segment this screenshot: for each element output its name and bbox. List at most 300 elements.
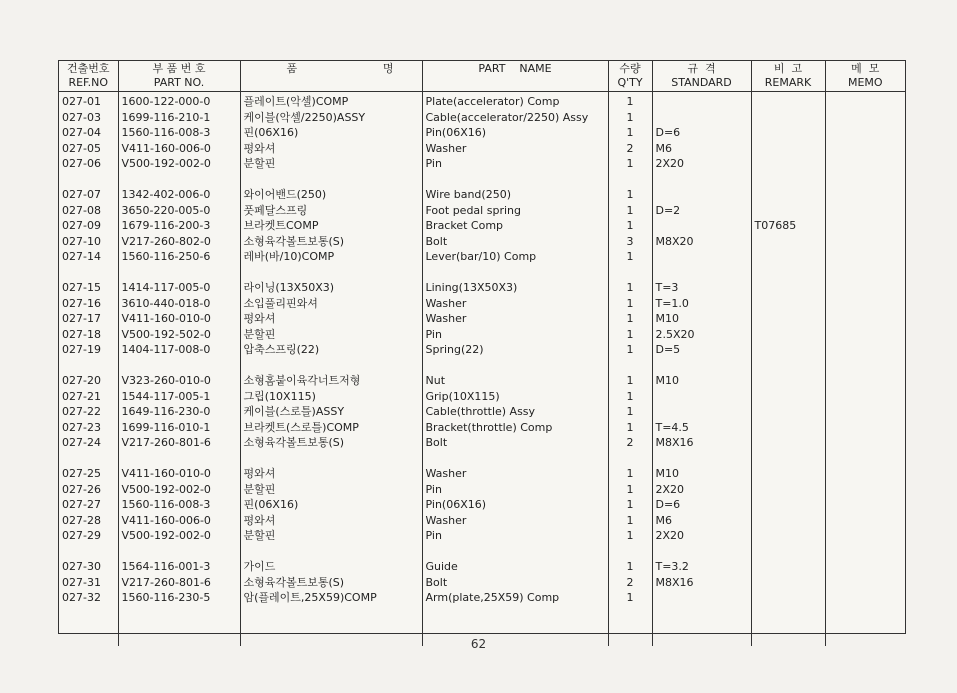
ref-cell: 027-04	[62, 126, 101, 139]
col-partno-ko: 부 품 번 호	[118, 61, 240, 76]
standard-cell: 2.5X20	[652, 327, 751, 343]
qty-cell: 1	[608, 218, 652, 234]
name-en-cell: Spring(22)	[422, 342, 608, 358]
qty-cell	[608, 544, 652, 560]
qty-cell: 3	[608, 234, 652, 250]
table-row	[59, 389, 905, 405]
qty-cell: 1	[608, 466, 652, 482]
memo-cell	[825, 513, 905, 529]
memo-cell	[825, 451, 905, 467]
part-no-cell: V411-160-010-0	[118, 466, 240, 482]
part-no-cell: V217-260-801-6	[118, 575, 240, 591]
name-en-cell: Pin	[422, 327, 608, 343]
table-row	[59, 559, 905, 575]
ref-cell: 027-08	[62, 203, 101, 217]
table-row	[59, 497, 905, 513]
qty-cell	[608, 172, 652, 188]
ref-cell: 027-30	[62, 560, 101, 573]
memo-cell	[825, 342, 905, 358]
table-row	[59, 280, 905, 296]
remark-cell	[751, 358, 825, 374]
ref-cell	[59, 451, 118, 467]
parts-table	[59, 61, 905, 646]
col-name-ko	[240, 61, 422, 76]
spacer-row	[59, 451, 905, 467]
remark-cell	[751, 575, 825, 591]
part-no-cell: 1560-116-008-3	[118, 497, 240, 513]
standard-cell	[652, 110, 751, 126]
qty-cell: 1	[608, 280, 652, 296]
standard-cell	[652, 265, 751, 281]
memo-cell	[825, 311, 905, 327]
spacer-row	[59, 265, 905, 281]
qty-cell: 1	[608, 528, 652, 544]
memo-cell	[825, 466, 905, 482]
ref-cell: 027-03	[62, 110, 101, 124]
part-no-cell: 1404-117-008-0	[118, 342, 240, 358]
table-header	[59, 61, 905, 92]
name-en-cell	[422, 172, 608, 188]
col-qty-en: Q'TY	[608, 76, 652, 92]
qty-cell: 1	[608, 404, 652, 420]
memo-cell	[825, 575, 905, 591]
qty-cell: 1	[608, 420, 652, 436]
remark-cell	[751, 435, 825, 451]
name-en-cell: Grip(10X115)	[422, 389, 608, 405]
ref-cell: 027-24	[62, 436, 101, 449]
name-ko-cell	[240, 544, 422, 560]
standard-cell: 2X20	[652, 528, 751, 544]
part-no-cell	[118, 544, 240, 560]
qty-cell: 1	[608, 513, 652, 529]
remark-cell	[751, 296, 825, 312]
standard-cell: D=6	[652, 125, 751, 141]
qty-cell: 1	[608, 296, 652, 312]
ref-cell: 027-14	[62, 250, 101, 263]
name-en-cell: Plate(accelerator) Comp	[422, 92, 608, 110]
qty-cell: 2	[608, 141, 652, 157]
name-en-cell: Washer	[422, 466, 608, 482]
ref-cell: 027-22	[62, 405, 101, 418]
name-ko-cell: 소입풀리핀와셔	[240, 296, 422, 312]
name-ko-cell: 소형육각볼트보통(S)	[240, 575, 422, 591]
name-ko-cell: 브라켓트COMP	[240, 218, 422, 234]
name-en-cell: Arm(plate,25X59) Comp	[422, 590, 608, 606]
remark-cell	[751, 466, 825, 482]
name-en-cell: Pin	[422, 156, 608, 172]
name-en-cell: Bolt	[422, 435, 608, 451]
name-en-cell: Pin	[422, 528, 608, 544]
col-remark-ko: 비 고	[751, 61, 825, 76]
ref-cell: 027-18	[62, 327, 101, 341]
qty-cell: 1	[608, 187, 652, 203]
page-number: 62	[470, 637, 487, 651]
remark-cell	[751, 141, 825, 157]
remark-cell	[751, 544, 825, 560]
part-no-cell: 1699-116-210-1	[118, 110, 240, 126]
col-std-ko: 규 격	[652, 61, 751, 76]
table-row	[59, 110, 905, 126]
memo-cell	[825, 203, 905, 219]
part-no-cell: 1414-117-005-0	[118, 280, 240, 296]
table-row	[59, 218, 905, 234]
name-en-cell: Pin(06X16)	[422, 125, 608, 141]
remark-cell	[751, 125, 825, 141]
ref-cell: 027-01	[62, 95, 101, 108]
table-row	[59, 575, 905, 591]
name-ko-cell: 평와셔	[240, 311, 422, 327]
part-no-cell: V500-192-002-0	[118, 482, 240, 498]
ref-cell: 027-15	[62, 281, 101, 294]
memo-cell	[825, 358, 905, 374]
name-en-cell: Washer	[422, 311, 608, 327]
name-ko-cell: 가이드	[240, 559, 422, 575]
part-no-cell	[118, 172, 240, 188]
ref-cell: 027-07	[62, 188, 101, 201]
part-no-cell: 1544-117-005-1	[118, 389, 240, 405]
standard-cell	[652, 358, 751, 374]
remark-cell	[751, 327, 825, 343]
part-no-cell: 1600-122-000-0	[118, 92, 240, 110]
name-en-cell: Cable(accelerator/2250) Assy	[422, 110, 608, 126]
memo-cell	[825, 141, 905, 157]
ref-cell: 027-05	[62, 141, 101, 155]
part-no-cell: 1560-116-008-3	[118, 125, 240, 141]
remark-cell	[751, 389, 825, 405]
remark-cell	[751, 110, 825, 126]
standard-cell	[652, 92, 751, 110]
table-row	[59, 234, 905, 250]
name-en-cell: Washer	[422, 296, 608, 312]
part-no-cell: V217-260-801-6	[118, 435, 240, 451]
qty-cell	[608, 451, 652, 467]
part-no-cell: 1649-116-230-0	[118, 404, 240, 420]
memo-cell	[825, 172, 905, 188]
standard-cell: M10	[652, 311, 751, 327]
name-en-cell	[422, 265, 608, 281]
ref-cell: 027-32	[62, 591, 101, 604]
part-no-cell	[118, 451, 240, 467]
memo-cell	[825, 280, 905, 296]
ref-cell: 027-29	[62, 529, 101, 542]
memo-cell	[825, 265, 905, 281]
part-no-cell: V500-192-002-0	[118, 528, 240, 544]
col-ref-ko: 건출번호	[66, 62, 110, 75]
standard-cell: M8X20	[652, 234, 751, 250]
standard-cell: M10	[652, 466, 751, 482]
spacer-row	[59, 544, 905, 560]
memo-cell	[825, 497, 905, 513]
table-row	[59, 373, 905, 389]
table-row	[59, 404, 905, 420]
part-no-cell: V411-160-006-0	[118, 141, 240, 157]
name-en-cell	[422, 451, 608, 467]
remark-cell	[751, 280, 825, 296]
memo-cell	[825, 420, 905, 436]
standard-cell: 2X20	[652, 156, 751, 172]
qty-cell: 1	[608, 156, 652, 172]
remark-cell	[751, 513, 825, 529]
remark-cell	[751, 156, 825, 172]
standard-cell: D=5	[652, 342, 751, 358]
qty-cell: 1	[608, 110, 652, 126]
standard-cell: M8X16	[652, 435, 751, 451]
name-ko-cell: 라이닝(13X50X3)	[240, 280, 422, 296]
table-row	[59, 249, 905, 265]
part-no-cell: 1564-116-001-3	[118, 559, 240, 575]
qty-cell: 1	[608, 125, 652, 141]
qty-cell: 1	[608, 482, 652, 498]
standard-cell	[652, 249, 751, 265]
memo-cell	[825, 110, 905, 126]
part-no-cell: V217-260-802-0	[118, 234, 240, 250]
standard-cell: T=4.5	[652, 420, 751, 436]
ref-cell: 027-28	[62, 513, 101, 527]
memo-cell	[825, 296, 905, 312]
col-name-ko-part1: 품	[286, 62, 298, 75]
name-ko-cell: 분할핀	[240, 327, 422, 343]
table-row	[59, 435, 905, 451]
part-no-cell: V500-192-502-0	[118, 327, 240, 343]
remark-cell: T07685	[751, 218, 825, 234]
name-en-cell: Bracket(throttle) Comp	[422, 420, 608, 436]
remark-cell	[751, 187, 825, 203]
ref-cell: 027-16	[62, 296, 101, 310]
table-row	[59, 141, 905, 157]
qty-cell: 1	[608, 327, 652, 343]
ref-cell: 027-20	[62, 374, 101, 387]
table-row	[59, 296, 905, 312]
name-ko-cell: 분할핀	[240, 156, 422, 172]
ref-cell: 027-31	[62, 575, 101, 589]
part-no-cell: V411-160-010-0	[118, 311, 240, 327]
ref-cell: 027-23	[62, 420, 101, 434]
name-ko-cell: 핀(06X16)	[240, 497, 422, 513]
standard-cell: M8X16	[652, 575, 751, 591]
table-row	[59, 156, 905, 172]
remark-cell	[751, 451, 825, 467]
ref-cell: 027-26	[62, 482, 101, 496]
table-row	[59, 92, 905, 110]
standard-cell	[652, 172, 751, 188]
standard-cell	[652, 389, 751, 405]
name-ko-cell	[240, 265, 422, 281]
ref-cell	[59, 265, 118, 281]
memo-cell	[825, 404, 905, 420]
parts-table-frame	[58, 60, 906, 634]
name-en-cell: Cable(throttle) Assy	[422, 404, 608, 420]
col-memo-ko: 메 모	[825, 61, 905, 76]
remark-cell	[751, 92, 825, 110]
name-en-cell: Washer	[422, 141, 608, 157]
remark-cell	[751, 342, 825, 358]
name-ko-cell: 소형육각볼트보통(S)	[240, 234, 422, 250]
qty-cell: 1	[608, 203, 652, 219]
standard-cell: T=3	[652, 280, 751, 296]
col-name-ko-blank	[240, 76, 422, 92]
name-ko-cell: 플레이트(악셀)COMP	[240, 92, 422, 110]
memo-cell	[825, 249, 905, 265]
qty-cell: 1	[608, 249, 652, 265]
ref-cell	[59, 172, 118, 188]
table-row	[59, 482, 905, 498]
name-ko-cell: 풋페달스프링	[240, 203, 422, 219]
name-en-cell: Bracket Comp	[422, 218, 608, 234]
name-ko-cell	[240, 358, 422, 374]
remark-cell	[751, 265, 825, 281]
table-row	[59, 125, 905, 141]
name-en-cell: Lever(bar/10) Comp	[422, 249, 608, 265]
name-en-cell: Washer	[422, 513, 608, 529]
qty-cell: 2	[608, 435, 652, 451]
ref-cell	[59, 544, 118, 560]
remark-cell	[751, 234, 825, 250]
memo-cell	[825, 559, 905, 575]
standard-cell: M10	[652, 373, 751, 389]
qty-cell: 1	[608, 497, 652, 513]
name-ko-cell: 브라켓트(스로틀)COMP	[240, 420, 422, 436]
part-no-cell: 3610-440-018-0	[118, 296, 240, 312]
part-no-cell: 1679-116-200-3	[118, 218, 240, 234]
col-qty-ko: 수량	[608, 61, 652, 76]
col-std-en: STANDARD	[652, 76, 751, 92]
col-memo-en: MEMO	[825, 76, 905, 92]
col-remark-en: REMARK	[751, 76, 825, 92]
part-no-cell: 1560-116-250-6	[118, 249, 240, 265]
table-row	[59, 513, 905, 529]
ref-cell: 027-09	[62, 219, 101, 232]
name-ko-cell: 케이블(악셀/2250)ASSY	[240, 110, 422, 126]
name-ko-cell: 암(플레이트,25X59)COMP	[240, 590, 422, 606]
memo-cell	[825, 373, 905, 389]
col-partno-en: PART NO.	[118, 76, 240, 92]
part-no-cell: V411-160-006-0	[118, 513, 240, 529]
memo-cell	[825, 482, 905, 498]
remark-cell	[751, 203, 825, 219]
ref-cell: 027-06	[62, 157, 101, 170]
spacer-row	[59, 358, 905, 374]
part-no-cell	[118, 358, 240, 374]
name-ko-cell	[240, 172, 422, 188]
qty-cell: 1	[608, 590, 652, 606]
qty-cell: 1	[608, 311, 652, 327]
remark-cell	[751, 559, 825, 575]
qty-cell: 1	[608, 389, 652, 405]
standard-cell	[652, 590, 751, 606]
ref-cell	[59, 358, 118, 374]
remark-cell	[751, 404, 825, 420]
ref-cell: 027-21	[62, 389, 101, 403]
name-ko-cell: 핀(06X16)	[240, 125, 422, 141]
table-row	[59, 466, 905, 482]
qty-cell	[608, 358, 652, 374]
table-row	[59, 187, 905, 203]
name-ko-cell: 와이어밴드(250)	[240, 187, 422, 203]
name-ko-cell: 소형육각볼트보통(S)	[240, 435, 422, 451]
name-en-cell: Pin(06X16)	[422, 497, 608, 513]
qty-cell: 1	[608, 342, 652, 358]
remark-cell	[751, 249, 825, 265]
ref-cell: 027-27	[62, 498, 101, 511]
memo-cell	[825, 125, 905, 141]
standard-cell	[652, 187, 751, 203]
standard-cell: 2X20	[652, 482, 751, 498]
name-ko-cell: 그립(10X115)	[240, 389, 422, 405]
remark-cell	[751, 373, 825, 389]
memo-cell	[825, 590, 905, 606]
memo-cell	[825, 156, 905, 172]
remark-cell	[751, 528, 825, 544]
name-en-cell: Bolt	[422, 575, 608, 591]
standard-cell: T=1.0	[652, 296, 751, 312]
memo-cell	[825, 92, 905, 110]
col-name-en: PART NAME	[422, 61, 608, 76]
name-en-cell: Pin	[422, 482, 608, 498]
memo-cell	[825, 389, 905, 405]
memo-cell	[825, 187, 905, 203]
name-ko-cell: 케이블(스로틀)ASSY	[240, 404, 422, 420]
name-en-cell: Nut	[422, 373, 608, 389]
memo-cell	[825, 327, 905, 343]
table-row	[59, 590, 905, 606]
name-ko-cell: 레바(바/10)COMP	[240, 249, 422, 265]
memo-cell	[825, 528, 905, 544]
qty-cell: 1	[608, 92, 652, 110]
standard-cell: D=2	[652, 203, 751, 219]
name-en-cell: Foot pedal spring	[422, 203, 608, 219]
part-no-cell: V500-192-002-0	[118, 156, 240, 172]
part-no-cell: 3650-220-005-0	[118, 203, 240, 219]
name-ko-cell: 분할핀	[240, 528, 422, 544]
name-en-cell: Bolt	[422, 234, 608, 250]
name-ko-cell: 압축스프링(22)	[240, 342, 422, 358]
memo-cell	[825, 218, 905, 234]
qty-cell: 1	[608, 559, 652, 575]
part-no-cell: 1342-402-006-0	[118, 187, 240, 203]
part-no-cell: 1699-116-010-1	[118, 420, 240, 436]
ref-cell: 027-19	[62, 343, 101, 356]
standard-cell	[652, 451, 751, 467]
col-name-ko-part2: 명	[382, 62, 394, 75]
standard-cell: D=6	[652, 497, 751, 513]
remark-cell	[751, 311, 825, 327]
remark-cell	[751, 482, 825, 498]
table-row	[59, 203, 905, 219]
name-en-cell: Guide	[422, 559, 608, 575]
name-ko-cell: 분할핀	[240, 482, 422, 498]
standard-cell	[652, 404, 751, 420]
standard-cell: M6	[652, 141, 751, 157]
remark-cell	[751, 172, 825, 188]
memo-cell	[825, 544, 905, 560]
table-body	[59, 92, 905, 646]
remark-cell	[751, 420, 825, 436]
table-row	[59, 420, 905, 436]
memo-cell	[825, 435, 905, 451]
qty-cell: 1	[608, 373, 652, 389]
name-en-cell: Lining(13X50X3)	[422, 280, 608, 296]
standard-cell: M6	[652, 513, 751, 529]
ref-cell: 027-17	[62, 312, 101, 325]
qty-cell: 2	[608, 575, 652, 591]
part-no-cell: 1560-116-230-5	[118, 590, 240, 606]
table-row	[59, 311, 905, 327]
name-ko-cell: 평와셔	[240, 141, 422, 157]
memo-cell	[825, 234, 905, 250]
part-no-cell: V323-260-010-0	[118, 373, 240, 389]
qty-cell	[608, 265, 652, 281]
name-ko-cell: 평와셔	[240, 513, 422, 529]
